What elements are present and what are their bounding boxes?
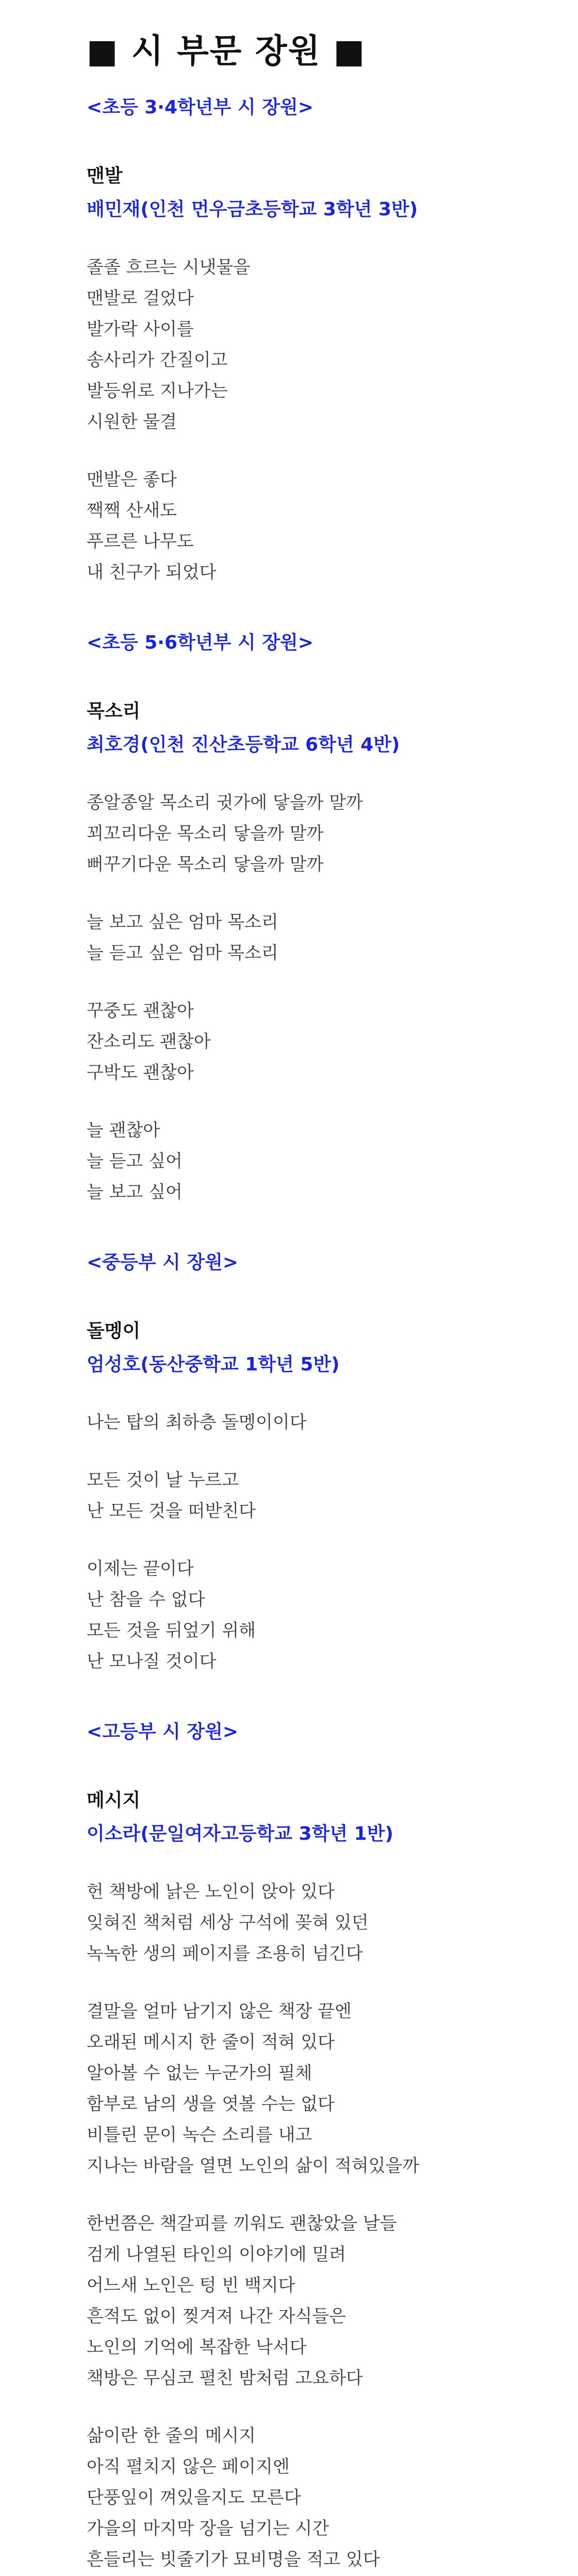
poem-line: 발가락 사이를 bbox=[87, 319, 194, 340]
poem-line: 맨발은 좋다 bbox=[87, 469, 177, 490]
poem-line: 흔들리는 빗줄기가 묘비명을 적고 있다 bbox=[87, 2549, 380, 2570]
stanza bbox=[87, 1876, 578, 1969]
stanza bbox=[87, 907, 578, 969]
poem-line: 꾀꼬리다운 목소리 닿을까 말까 bbox=[87, 823, 324, 844]
poem-line: 책방은 무심코 펼친 밤처럼 고요하다 bbox=[87, 2368, 363, 2388]
stanza bbox=[87, 252, 578, 437]
section-heading: <초등 3·4학년부 시 장원> bbox=[87, 97, 313, 118]
poem-line: 지나는 바람을 열면 노인의 삶이 적혀있을까 bbox=[87, 2156, 420, 2176]
poem-line: 내 친구가 되었다 bbox=[87, 562, 217, 583]
poem-line: 단풍잎이 껴있을지도 모른다 bbox=[87, 2487, 301, 2508]
poem-title: 맨발 bbox=[87, 165, 123, 187]
poem-line: 나는 탑의 최하층 돌멩이이다 bbox=[87, 1412, 307, 1433]
stanza bbox=[87, 1553, 578, 1677]
poem-line: 모든 것이 날 누르고 bbox=[87, 1470, 239, 1490]
poem-line: 종알종알 목소리 귓가에 닿을까 말까 bbox=[87, 792, 363, 813]
poem-line: 늘 괜찮아 bbox=[87, 1120, 160, 1141]
poem-section bbox=[87, 1717, 578, 2576]
poem-line: 함부로 남의 생을 엿볼 수는 없다 bbox=[87, 2094, 335, 2114]
poem-line: 흔적도 없이 찢겨져 나간 자식들은 bbox=[87, 2306, 346, 2327]
section-heading: <초등 5·6학년부 시 장원> bbox=[87, 632, 313, 653]
poem-author: 배민재(인천 먼우금초등학교 3학년 3반) bbox=[87, 199, 418, 220]
poem-line: 알아볼 수 없는 누군가의 필체 bbox=[87, 2063, 312, 2083]
poem-line: 오래된 메시지 한 줄이 적혀 있다 bbox=[87, 2032, 335, 2053]
poem-section bbox=[87, 628, 578, 1208]
poem-line: 어느새 노인은 텅 빈 백지다 bbox=[87, 2275, 295, 2296]
poem-line: 구박도 괜찮아 bbox=[87, 1062, 194, 1083]
poem-line: 늘 보고 싶은 엄마 목소리 bbox=[87, 912, 278, 933]
poem-line: 난 모든 것을 떠받친다 bbox=[87, 1501, 256, 1521]
stanza bbox=[87, 995, 578, 1088]
poem-line: 짹짹 산새도 bbox=[87, 500, 177, 521]
poem-line: 한번쯤은 책갈피를 끼워도 괜찮았을 날들 bbox=[87, 2213, 397, 2234]
poem-line: 검게 나열된 타인의 이야기에 밀려 bbox=[87, 2244, 346, 2265]
poem-line: 늘 보고 싶어 bbox=[87, 1182, 183, 1202]
poem-line: 졸졸 흐르는 시냇물을 bbox=[87, 257, 251, 278]
poem-line: 발등위로 지나가는 bbox=[87, 381, 228, 401]
poem-section bbox=[87, 1248, 578, 1677]
stanza bbox=[87, 2420, 578, 2576]
stanza bbox=[87, 2208, 578, 2394]
poem-line: 헌 책방에 낡은 노인이 앉아 있다 bbox=[87, 1882, 335, 1902]
poem-line: 노인의 기억에 복잡한 낙서다 bbox=[87, 2337, 307, 2358]
stanza bbox=[87, 1996, 578, 2181]
section-heading: <중등부 시 장원> bbox=[87, 1252, 239, 1273]
stanza bbox=[87, 1465, 578, 1527]
poem-title: 메시지 bbox=[87, 1790, 141, 1811]
stanza bbox=[87, 1407, 578, 1438]
stanza bbox=[87, 787, 578, 880]
poem-line: 삶이란 한 줄의 메시지 bbox=[87, 2426, 256, 2446]
poem-line: 송사리가 간질이고 bbox=[87, 350, 228, 370]
poem-line: 가을의 마지막 장을 넘기는 시간 bbox=[87, 2518, 329, 2539]
section-heading: <고등부 시 장원> bbox=[87, 1721, 239, 1742]
poem-line: 뻐꾸기다운 목소리 닿을까 말까 bbox=[87, 854, 324, 875]
poem-line: 아직 펼치지 않은 페이지엔 bbox=[87, 2456, 290, 2477]
stanza bbox=[87, 1115, 578, 1208]
poem-author: 이소라(문일여자고등학교 3학년 1반) bbox=[87, 1823, 393, 1844]
poem-line: 이제는 끝이다 bbox=[87, 1558, 194, 1579]
poem-line: 늘 듣고 싶은 엄마 목소리 bbox=[87, 943, 278, 963]
poem-line: 난 모나질 것이다 bbox=[87, 1651, 217, 1672]
poem-line: 결말을 얼마 남기지 않은 책장 끝엔 bbox=[87, 2001, 352, 2022]
poem-line: 비틀린 문이 녹슨 소리를 내고 bbox=[87, 2125, 312, 2145]
poem-line: 녹녹한 생의 페이지를 조용히 넘긴다 bbox=[87, 1943, 363, 1964]
poem-line: 잊혀진 책처럼 세상 구석에 꽂혀 있던 bbox=[87, 1912, 369, 1933]
poem-author: 엄성호(동산중학교 1학년 5반) bbox=[87, 1354, 340, 1375]
poem-line: 늘 듣고 싶어 bbox=[87, 1151, 183, 1172]
poem-line: 잔소리도 괜찮아 bbox=[87, 1031, 211, 1052]
poem-line: 꾸중도 괜찮아 bbox=[87, 1001, 194, 1021]
poem-section bbox=[87, 93, 578, 588]
poem-line: 시원한 물결 bbox=[87, 412, 177, 432]
poem-title: 돌멩이 bbox=[87, 1320, 141, 1342]
poem-line: 난 참을 수 없다 bbox=[87, 1589, 205, 1610]
sections-container bbox=[87, 93, 578, 2576]
stanza bbox=[87, 464, 578, 588]
poem-author: 최호경(인천 진산초등학교 6학년 4반) bbox=[87, 734, 400, 755]
poem-line: 맨발로 걸었다 bbox=[87, 288, 194, 309]
page-title: ■ 시 부문 장원 ■ bbox=[87, 32, 366, 71]
poem-title: 목소리 bbox=[87, 701, 141, 722]
poem-line: 모든 것을 뒤엎기 위해 bbox=[87, 1620, 256, 1641]
poem-line: 푸르른 나무도 bbox=[87, 531, 194, 552]
